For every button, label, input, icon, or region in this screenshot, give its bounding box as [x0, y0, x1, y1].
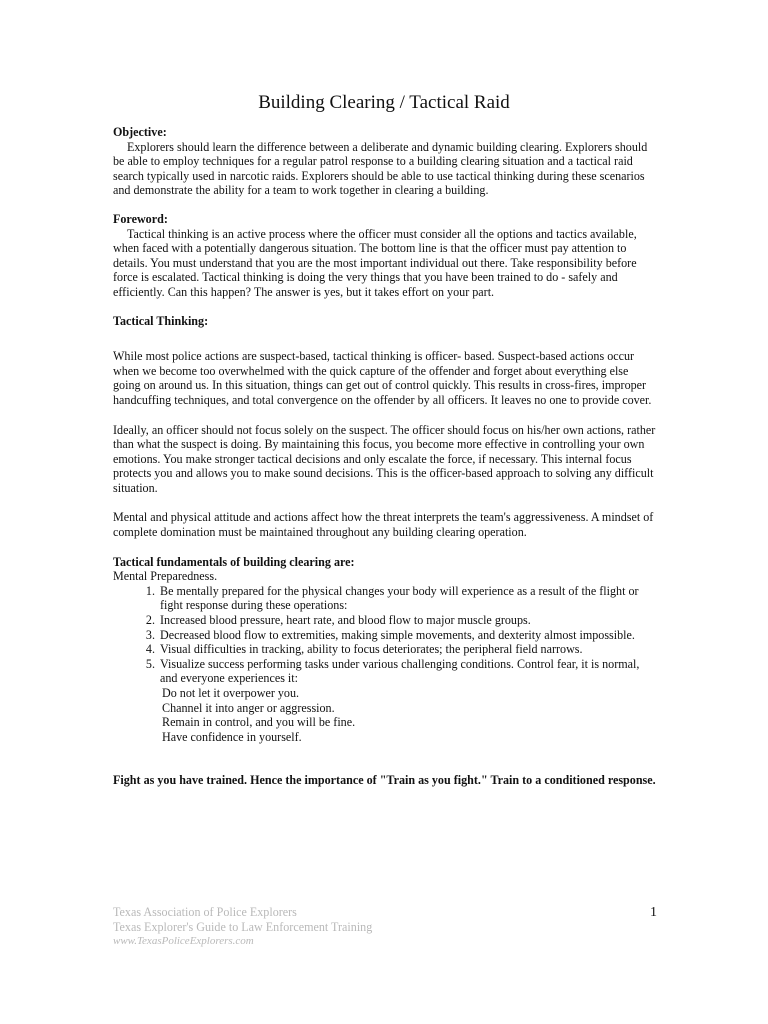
spacer: [113, 408, 658, 423]
list-item: 1. Be mentally prepared for the physical changes your body will experience as a result of the flight or fight response during these operations:: [158, 584, 658, 613]
fundamentals-subheading: Mental Preparedness.: [113, 569, 218, 584]
footer-guide-title: Texas Explorer's Guide to Law Enforcement Training: [113, 919, 373, 934]
tactical-thinking-paragraph: Ideally, an officer should not focus solely on the suspect. The officer should focus on his/her own actions, rather than what the suspect is doing. By maintaining this focus, you become more effective in controlling your own emotions. You make stronger tactical decisions and only escalate the force, if necessary. This internal focus protects you and allows you to make sound decisions. This is the officer-based approach to solving any difficult situation.: [113, 422, 656, 495]
sub-list-item: Channel it into anger or aggression.: [162, 700, 335, 715]
sub-list-item: Do not let it overpower you.: [162, 686, 300, 700]
tactical-thinking-heading: Tactical Thinking:: [113, 313, 209, 328]
list-item-text: Visualize success performing tasks under various challenging conditions. Control fear, it is normal, and everyone experiences it:: [160, 656, 640, 686]
sub-list: [160, 686, 658, 744]
page-number: 1: [650, 905, 657, 920]
spacer: [113, 540, 658, 555]
list-item: 4. Visual difficulties in tracking, ability to focus deteriorates; the peripheral field narrows.: [158, 642, 658, 657]
closing-statement: Fight as you have trained. Hence the importance of "Train as you fight." Train to a conditioned response.: [113, 773, 656, 788]
sub-list-item: Have confidence in yourself.: [162, 729, 302, 744]
spacer: [113, 495, 658, 510]
fundamentals-list: [113, 584, 658, 745]
document-title: Building Clearing / Tactical Raid: [258, 92, 510, 113]
spacer: [113, 744, 658, 759]
spacer: [113, 300, 658, 314]
objective-heading: Objective:: [113, 125, 167, 139]
list-item: [158, 657, 658, 745]
spacer: [113, 198, 658, 212]
spacer: [113, 328, 658, 343]
objective-text: Explorers should learn the difference between a deliberate and dynamic building clearing. Explorers should be able to employ techniques for a regular patrol response to a building clearing situation and a tactical raid search typically used in narcotic raids. Explorers should be able to use tactical thinking during these scenarios and demonstrate the ability for a team to work together in clearing a building.: [113, 139, 648, 198]
spacer: [113, 759, 658, 773]
footer-url: www.TexasPoliceExplorers.com: [113, 935, 254, 948]
tactical-thinking-paragraph: Mental and physical attitude and actions affect how the threat interprets the team's aggressiveness. A mindset of complete domination must be maintained throughout any building clearing operation.: [113, 510, 654, 540]
footer-organization: Texas Association of Police Explorers: [113, 905, 297, 919]
fundamentals-heading: Tactical fundamentals of building clearing are:: [113, 554, 355, 569]
page-footer: [113, 905, 658, 949]
sub-list-item: Remain in control, and you will be fine.: [162, 715, 356, 730]
document-body: [113, 125, 658, 788]
list-item: 2. Increased blood pressure, heart rate, and blood flow to major muscle groups.: [158, 613, 658, 628]
foreword-text: Tactical thinking is an active process where the officer must consider all the options and tactics available, when faced with a potentially dangerous situation. The bottom line is that the officer must pay attention to details. You must understand that you are the most important individual out there. Take responsibility before force is escalated. Tactical thinking is doing the very things that you have been trained to do - safely and efficiently. Can this happen? The answer is yes, but it takes effort on your part.: [113, 226, 637, 299]
tactical-thinking-paragraph: While most police actions are suspect-based, tactical thinking is officer- based. Suspect-based actions occur when we become too overwhelmed with the quick capture of the offender and forget about everything else going on around us. In this situation, things can get out of control quickly. This results in cross-fires, improper handcuffing techniques, and total convergence on the offender by all officers. It leaves no one to provide cover.: [113, 349, 652, 407]
list-item: 3. Decreased blood flow to extremities, making simple movements, and dexterity almost impossible.: [158, 628, 658, 643]
foreword-heading: Foreword:: [113, 211, 168, 226]
